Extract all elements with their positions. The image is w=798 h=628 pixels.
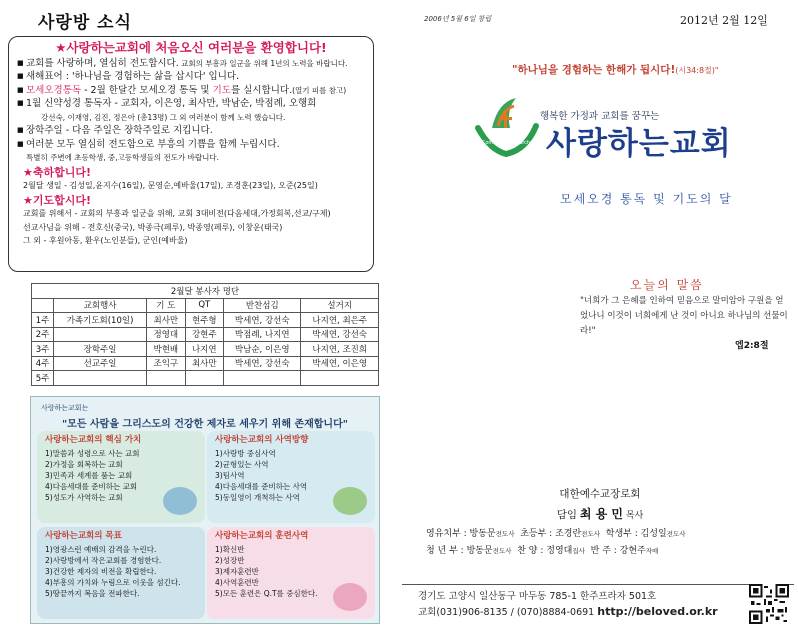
table-cell: 장학주일 xyxy=(54,342,147,357)
table-cell: 현주형 xyxy=(185,313,223,328)
news-item: ■ 여러분 모두 열심히 전도함으로 부흥의 기쁨을 함께 누립시다. xyxy=(17,138,365,152)
table-cell: 조익구 xyxy=(147,356,185,371)
table-cell: 박세연, 강선숙 xyxy=(224,356,301,371)
list-item: 1)영광스런 예배의 감격을 누린다. xyxy=(45,545,157,554)
table-header: 반찬섬김 xyxy=(224,298,301,313)
list-item: 3)민족과 세계를 품는 교회 xyxy=(45,471,133,480)
table-cell: 최사만 xyxy=(147,313,185,328)
bulletin-date: 2012년 2월 12일 xyxy=(680,14,768,27)
list-item: 3)제자훈련반 xyxy=(215,567,259,576)
table-cell: 박세연, 강선숙 xyxy=(224,313,301,328)
table-cell: 정영대 xyxy=(147,327,185,342)
table-cell xyxy=(185,371,223,386)
bulletin-section-title: 사랑방 소식 xyxy=(38,13,133,33)
list-item: 4)다음세대를 준비하는 교회 xyxy=(45,482,138,491)
table-row xyxy=(32,313,379,328)
table-cell: 박세연, 강선숙 xyxy=(301,327,379,342)
list-item: 5)모든 훈련은 Q.T를 중심한다. xyxy=(215,589,318,598)
church-address: 경기도 고양시 일산동구 마두동 785-1 한주프라자 501호 xyxy=(418,591,657,602)
list-item: 5)성도가 사역하는 교회 xyxy=(45,493,123,502)
panel-heading: 사랑하는교회의 훈련사역 xyxy=(215,531,309,541)
church-phone-line xyxy=(418,604,794,620)
table-row xyxy=(32,356,379,371)
table-cell: 나지연 xyxy=(185,342,223,357)
list-item: 5)땅끝까지 복음을 전파한다. xyxy=(45,589,140,598)
prayer-heading: ★기도합시다! xyxy=(23,193,92,207)
core-values-panel xyxy=(37,431,205,523)
welcome-heading: ★사랑하는교회에 처음오신 여러분을 환영합니다! xyxy=(55,40,327,55)
yearly-motto: "하나님을 경험하는 한해가 됩시다!(시34:8절)" xyxy=(512,64,719,76)
list-item: 5)동일영이 개척하는 사역 xyxy=(215,493,300,502)
panel-heading: 사랑하는교회의 사역방향 xyxy=(215,435,309,445)
table-cell: 박점례, 나지연 xyxy=(224,327,301,342)
church-name: 사랑하는교회 xyxy=(546,126,732,162)
church-tagline: 행복한 가정과 교회를 꿈꾸는 xyxy=(540,111,660,122)
week-cell: 2주 xyxy=(32,327,54,342)
todays-word-reference: 엡2:8절 xyxy=(735,341,769,351)
news-item-continued: 강선숙, 이재영, 김진, 정은아 (총13명) 그 외 여러분이 함께 노력 했습니다. xyxy=(41,112,286,122)
table-header: 설거지 xyxy=(301,298,379,313)
congrats-heading: ★축하합니다! xyxy=(23,165,92,179)
list-item: 1)확신반 xyxy=(215,545,245,554)
table-cell: 나지연, 조진희 xyxy=(301,342,379,357)
table-cell xyxy=(147,371,185,386)
news-item-note: 특별히 주변에 초등학생, 중,고등학생들의 전도가 바랍니다. xyxy=(26,153,219,162)
list-item: 2)가정을 회복하는 교회 xyxy=(45,460,123,469)
news-item: ■ 1월 신약성경 통독자 - 교회자, 이은영, 최사만, 박남순, 박점례, 오행희 xyxy=(17,97,365,111)
list-item: 1)말씀과 성령으로 사는 교회 xyxy=(45,449,140,458)
volunteer-table-title: 2월달 봉사자 명단 xyxy=(32,284,379,299)
news-item: ■ 모세오경통독 - 2월 한달간 모세오경 통독 및 기도를 실시합니다.(열기 피를 참고) xyxy=(17,84,365,98)
senior-pastor: 담임 최 용 민 목사 xyxy=(556,507,644,521)
list-item: 4)사역훈련반 xyxy=(215,578,259,587)
founding-date: 2006년 5월 6일 창립 xyxy=(424,15,492,23)
table-cell: 선교주일 xyxy=(54,356,147,371)
table-cell xyxy=(224,371,301,386)
goals-panel xyxy=(37,527,205,619)
list-item: 2)사랑방에서 작은교회를 경험한다. xyxy=(45,556,162,565)
week-cell: 1주 xyxy=(32,313,54,328)
vision-headline: "모든 사람을 그리스도의 건강한 제자로 세우기 위해 존재합니다" xyxy=(62,419,348,430)
staff-row: 청 년 부 : 방동문전도사 찬 양 : 정영대집사 반 주 : 강현주자매 xyxy=(426,546,659,556)
birthday-list: 2월달 생일 - 김성일,윤지수(16일), 문영순,예바울(17일), 조경훈(23일), 오준(25일) xyxy=(23,181,318,190)
table-cell xyxy=(54,371,147,386)
table-cell: 강현주 xyxy=(185,327,223,342)
vision-logo: 사랑하는교회는 xyxy=(41,404,89,412)
denomination: 대한예수교장로회 xyxy=(559,488,641,500)
news-item: ■ 장학주일 - 다음 주일은 장학주일로 지킵니다. xyxy=(17,124,365,138)
table-row xyxy=(32,342,379,357)
list-item: 3)건강한 제자의 비전을 확립한다. xyxy=(45,567,157,576)
qr-code-icon[interactable] xyxy=(748,584,790,624)
prayer-item: 교회를 위해서 - 교회의 부흥과 일군을 위해, 교회 3대비전(다음세대,가정회복,선교/구제) xyxy=(23,209,331,218)
week-cell: 3주 xyxy=(32,342,54,357)
bible-illustration-icon xyxy=(333,583,367,611)
plant-illustration-icon xyxy=(333,487,367,515)
church-logo-icon xyxy=(470,88,542,160)
svg-text:Community Church: Community Church xyxy=(481,140,531,146)
list-item: 1)사랑방 중심사역 xyxy=(215,449,276,458)
church-contact xyxy=(402,584,794,624)
table-cell xyxy=(301,371,379,386)
prayer-item: 선교사님을 위해 - 전호신(중국), 박종극(페루), 박종영(페루), 이창운(태국) xyxy=(23,222,283,232)
prayer-item: 그 외 - 후원아동, 환우(노인분들), 군인(예바울) xyxy=(23,236,188,245)
ministry-direction-panel xyxy=(207,431,375,523)
volunteer-table xyxy=(31,283,379,386)
table-header: QT xyxy=(185,298,223,313)
todays-word-verse: "너희가 그 은혜를 인하여 믿음으로 말미암아 구원을 얻었나니 이것이 너희에게 난 것이 아니요 하나님의 선물이라!" xyxy=(580,296,788,336)
list-item: 4)다음세대를 준비하는 사역 xyxy=(215,482,308,491)
panel-heading: 사랑하는교회의 핵심 가치 xyxy=(45,435,142,445)
table-header xyxy=(32,298,54,313)
list-item: 3)팀사역 xyxy=(215,471,245,480)
month-theme: 모세오경 통독 및 기도의 달 xyxy=(560,192,733,206)
church-staff xyxy=(402,486,798,556)
week-cell: 4주 xyxy=(32,356,54,371)
table-cell: 박세연, 이은영 xyxy=(301,356,379,371)
training-panel xyxy=(207,527,375,619)
table-cell: 가족기도회(10일) xyxy=(54,313,147,328)
list-item: 2)균형있는 사역 xyxy=(215,460,269,469)
staff-row: 영유치부 : 방동문전도사 초등부 : 조경란전도사 학생부 : 김성일전도사 xyxy=(426,529,686,539)
table-cell: 박현배 xyxy=(147,342,185,357)
news-box xyxy=(8,36,374,272)
table-cell: 최사만 xyxy=(185,356,223,371)
table-cell: 박남순, 이은영 xyxy=(224,342,301,357)
table-cell xyxy=(54,327,147,342)
church-vision-poster xyxy=(30,396,380,624)
table-header: 기 도 xyxy=(147,298,185,313)
table-row xyxy=(32,371,379,386)
church-website-link[interactable]: http://beloved.or.kr xyxy=(597,605,718,618)
table-row xyxy=(32,327,379,342)
list-item: 2)성장반 xyxy=(215,556,245,565)
list-item: 4)부흥의 가치와 누림으로 이웃을 섬긴다. xyxy=(45,578,181,587)
news-item: ■ 교회를 사랑하며, 열심히 전도합시다. 교회의 부흥과 일군을 위해 1년의 노력을 바랍니다. xyxy=(17,57,365,71)
table-cell: 나지연, 최은주 xyxy=(301,313,379,328)
news-item: ■ 새해표어 : '하나님을 경험하는 삶을 삽시다' 입니다. xyxy=(17,70,365,84)
todays-word-heading: 오늘의 말씀 xyxy=(630,278,704,292)
headphones-illustration-icon xyxy=(163,487,197,515)
panel-heading: 사랑하는교회의 목표 xyxy=(45,531,122,541)
table-header: 교회행사 xyxy=(54,298,147,313)
week-cell: 5주 xyxy=(32,371,54,386)
church-phone: 교회(031)906-8135 / (070)8884-0691 xyxy=(418,607,595,618)
